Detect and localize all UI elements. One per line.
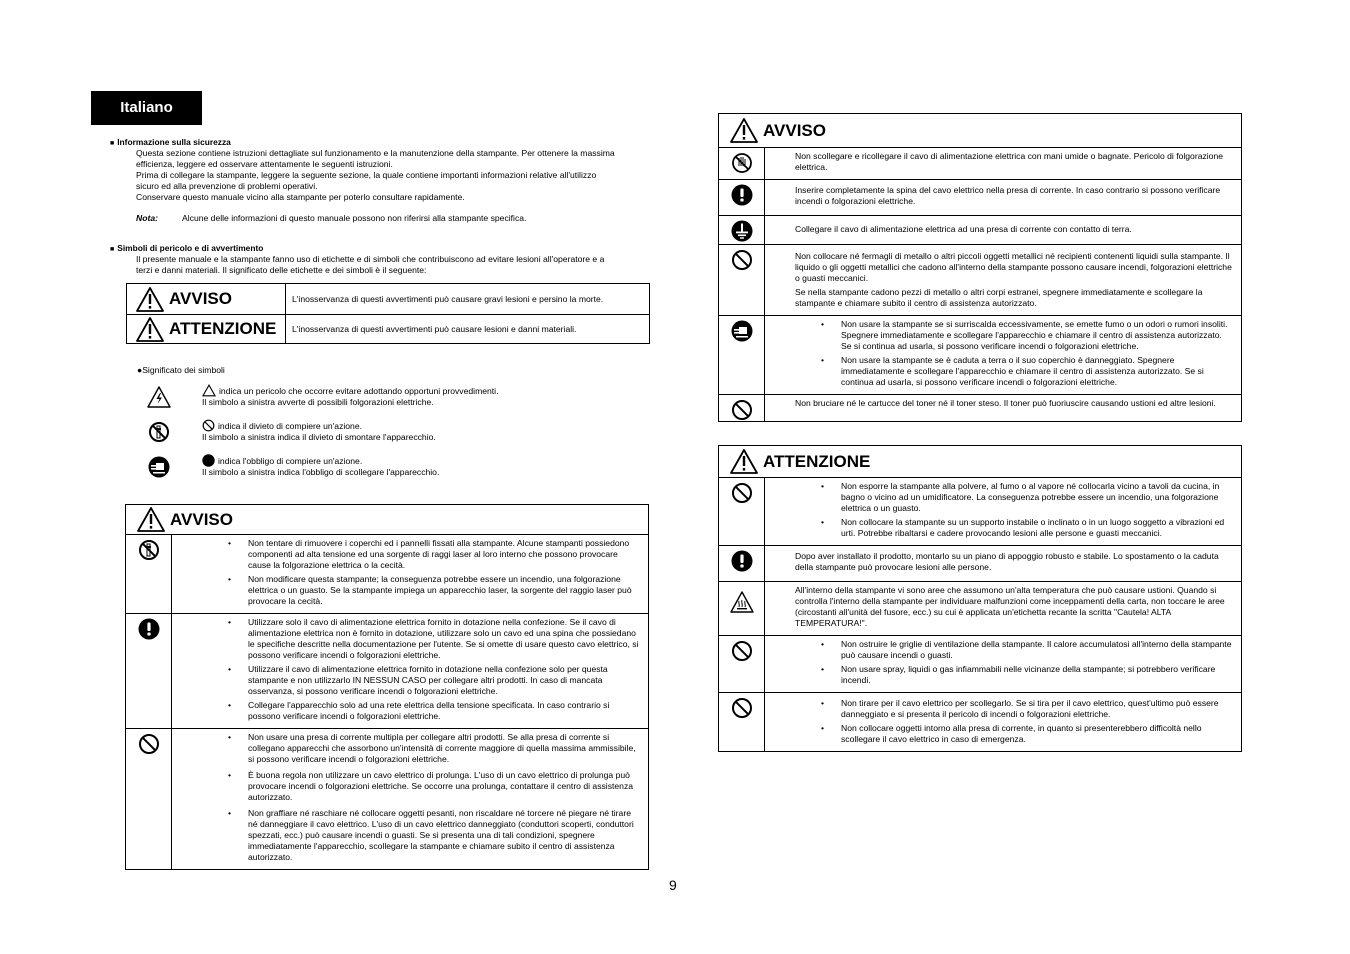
signal-desc: L'inosservanza di questi avvertimenti può causare lesioni e danni materiali.: [286, 315, 650, 344]
symbol-meaning-text: Il simbolo a sinistra avverte di possibili folgorazioni elettriche.: [202, 397, 434, 407]
row-icon-cell: [719, 693, 765, 751]
bullet-item: • Non usare spray, liquidi o gas infiammabili nelle vicinanze della stampante; si potrebbero verificare incendi.: [811, 664, 1233, 686]
symbol-meaning: [202, 384, 602, 408]
row-paragraph: Collegare il cavo di alimentazione elettrica ad una presa di corrente con contatto di terra.: [795, 224, 1132, 234]
safety-info-body: [136, 148, 676, 203]
symbol-meaning: [202, 454, 602, 478]
warning-triangle-icon: [135, 316, 165, 343]
right-attenzione-header: [719, 446, 1241, 478]
electric-shock-triangle-icon: [147, 385, 171, 409]
bullet-item: • Non esporre la stampante alla polvere, al fumo o al vapore né collocarla vicino a tavoli da cucina, in bagno o vicino ad un umidificatore. La conseguenza potrebbe essere un incendio, una folgorazione elettrica o un guasto.: [811, 481, 1233, 514]
symbols-line: terzi e danni materiali. Il significato delle etichette e dei simboli è il seguente:: [136, 265, 427, 275]
row-icon-cell: [126, 535, 172, 613]
bullet-item: • Non tentare di rimuovere i coperchi ed i pannelli fissati alla stampante. Alcune stampanti possiedono componenti ad alta tensione ed una sorgente di raggi laser al loro interno che possono provocare cause la folgorazione elettrica o la cecità.: [218, 538, 640, 571]
row-icon-cell: [719, 148, 765, 179]
mandatory-icon: [731, 184, 753, 206]
warning-triangle-icon: [135, 286, 165, 313]
row-text: [765, 148, 1241, 179]
bullet-item: • Non modificare questa stampante; la conseguenza potrebbe essere un incendio, una folgorazione elettrica o un guasto. Se la stampante impiega un apparecchio laser, la sorgente del raggio laser può provocare la cecità.: [218, 574, 640, 607]
right-avviso-row: [719, 316, 1241, 395]
symbol-meaning-text: Il simbolo a sinistra indica il divieto di smontare l'apparecchio.: [202, 432, 436, 442]
no-wet-hands-icon: [731, 152, 753, 174]
signal-word-table: [126, 283, 650, 344]
bullet-item: • Collegare l'apparecchio solo ad una rete elettrica della tensione specificata. In caso contrario si possono verificare incendi o folgorazioni elettriche.: [218, 700, 640, 722]
symbol-meaning-text: indica l'obbligo di compiere un'azione.: [218, 456, 363, 466]
left-avviso-header: [126, 505, 648, 535]
row-text: [765, 546, 1241, 581]
signal-label-cell: [127, 284, 286, 315]
prohibited-icon: [731, 640, 753, 662]
row-text: [172, 535, 648, 613]
signal-row-attenzione: [127, 315, 650, 344]
hot-surface-icon: [730, 590, 754, 614]
row-paragraph: Non collocare né fermagli di metallo o altri piccoli oggetti metallici né recipienti contenenti liquidi sulla stampante. Il liquido o gli oggetti metallici che cadono all'interno della stampante possono causare incendi, folgorazioni elettriche o guasti meccanici.: [795, 251, 1232, 283]
bullet-item: • Non ostruire le griglie di ventilazione della stampante. Il calore accumulatosi all'interno della stampante può causare incendi o guasti.: [811, 639, 1233, 661]
row-text: [765, 693, 1241, 751]
bullet-item: • Non collocare oggetti intorno alla presa di corrente, in quanto si presenterebbero difficoltà nello scollegare il cavo elettrico in caso di emergenza.: [811, 723, 1233, 745]
row-icon-cell: [126, 729, 172, 869]
left-avviso-title: AVVISO: [170, 509, 233, 529]
bullet-item: • Non usare la stampante se è caduta a terra o il suo coperchio è danneggiato. Spegnere immediatamente e scollegare l'apparecchio e chiamare il centro di assistenza autorizzato. Se si continua ad usarla, si possono verificare incendi o folgorazioni elettriche.: [811, 355, 1233, 388]
right-attenzione-row: [719, 546, 1241, 582]
row-paragraph: Non scollegare e ricollegare il cavo di alimentazione elettrica con mani umide o bagnate. Pericolo di folgorazione elettrica.: [795, 151, 1224, 172]
safety-info-line: sicuro ed alla prevenzione di problemi operativi.: [136, 181, 318, 191]
prohibited-icon: [731, 697, 753, 719]
symbol-meaning-line1: [202, 454, 602, 467]
right-attenzione-row: [719, 636, 1241, 693]
warning-triangle-icon: [729, 448, 759, 475]
left-avviso-row: [126, 614, 648, 729]
page-number: 9: [669, 877, 677, 893]
row-text: [765, 216, 1241, 244]
row-text: [765, 395, 1241, 421]
signal-label: [127, 316, 285, 343]
symbol-meaning: [202, 419, 602, 443]
row-text: [765, 582, 1241, 635]
right-avviso-row: [719, 148, 1241, 180]
signal-label-text: AVVISO: [169, 289, 232, 309]
right-avviso-row: [719, 216, 1241, 245]
unplug-icon: [731, 320, 753, 342]
no-disassembly-icon: [138, 539, 160, 561]
small-prohibited-icon: [202, 419, 215, 432]
prohibited-icon: [731, 249, 753, 271]
right-avviso-row: [719, 395, 1241, 421]
warning-triangle-icon: [729, 117, 759, 144]
no-disassembly-icon: [148, 421, 170, 443]
right-avviso-header: [719, 114, 1241, 148]
symbol-meaning-line1: [202, 419, 602, 432]
row-text: [172, 614, 648, 728]
row-icon-cell: [126, 614, 172, 728]
right-avviso-box: [718, 113, 1242, 422]
row-icon-cell: [719, 546, 765, 581]
right-attenzione-row: [719, 693, 1241, 751]
row-icon-cell: [719, 478, 765, 545]
symbol-meaning-text: indica il divieto di compiere un'azione.: [218, 421, 362, 431]
row-paragraph: Non bruciare né le cartucce del toner né il toner steso. Il toner può fuoriuscire causando ustioni ed altre lesioni.: [795, 398, 1216, 408]
safety-info-line: efficienza, leggere ed osservare attentamente le seguenti istruzioni.: [136, 159, 393, 169]
row-icon-cell: [719, 216, 765, 244]
row-text: [765, 180, 1241, 215]
right-attenzione-row: [719, 478, 1241, 546]
small-mandatory-icon: [202, 454, 215, 467]
language-tab: Italiano: [91, 91, 202, 125]
prohibited-icon: [138, 733, 160, 755]
safety-info-line: Questa sezione contiene istruzioni dettagliate sul funzionamento e la manutenzione della stampante. Per ottenere la massima: [136, 148, 615, 158]
small-warning-triangle-icon: [202, 384, 216, 397]
mandatory-icon: [731, 550, 753, 572]
unplug-icon: [148, 456, 170, 478]
bullet-item: • Non tirare per il cavo elettrico per scollegarlo. Se si tira per il cavo elettrico, quest'ultimo può essere danneggiato e si presenta il pericolo di incendi o folgorazioni elettriche.: [811, 698, 1233, 720]
row-icon-cell: [719, 395, 765, 421]
row-icon-cell: [719, 180, 765, 215]
row-icon-cell: [719, 316, 765, 394]
ground-icon: [731, 220, 753, 242]
note-text: Alcune delle informazioni di questo manuale possono non riferirsi alla stampante specifica.: [182, 213, 527, 223]
signal-label-cell: [127, 315, 286, 344]
symbol-meaning-line1: [202, 384, 602, 397]
symbols-body: [136, 254, 676, 276]
signal-label-text: ATTENZIONE: [169, 319, 277, 339]
row-text: [765, 636, 1241, 692]
right-avviso-row: [719, 245, 1241, 316]
bullet-item: • Non graffiare né raschiare né collocare oggetti pesanti, non riscaldare né torcere né piegare né tirare né danneggiare il cavo elettrico. L'uso di un cavo elettrico danneggiato (conduttori scoperti, conduttori spezzati, ecc.) può causare incendi o guasti. Se si presenta una di tali condizioni, spegnere immediatamente l'apparecchio, scollegare la stampante e chiamare subito il centro di assistenza autorizzato.: [218, 808, 640, 863]
row-icon-cell: [719, 582, 765, 635]
signal-label: [127, 286, 285, 313]
safety-info-line: Conservare questo manuale vicino alla stampante per poterlo consultare rapidamente.: [136, 192, 465, 202]
right-attenzione-title: ATTENZIONE: [763, 451, 871, 471]
symbols-heading: ■ Simboli di pericolo e di avvertimento: [110, 243, 263, 255]
row-text: [765, 316, 1241, 394]
bullet-item: • Non collocare la stampante su un supporto instabile o inclinato o in un luogo soggetto a vibrazioni ed urti. Potrebbe ribaltarsi e cadere provocando lesioni alle persone e guasti meccanici.: [811, 517, 1233, 539]
symbol-meaning-text: indica un pericolo che occorre evitare adottando opportuni provvedimenti.: [219, 386, 499, 396]
bullet-item: • Utilizzare solo il cavo di alimentazione elettrica fornito in dotazione nella confezione. Se il cavo di alimentazione elettrica non è fornito in dotazione, utilizzare solo un cavo ed una spina che possiedano le specifiche descritte nella documentazione per l'utente. Se si omette di usare questo cavo elettrico, si possono verificare incendi o folgorazioni elettriche.: [218, 617, 640, 661]
row-paragraph: All'interno della stampante vi sono aree che assumono un'alta temperatura che può causare ustioni. Quando si controlla l'interno della stampante per individuare malfunzioni come inceppamenti della carta, non toccare le aree (circostanti all'unità del fusore, ecc.) su cui è applicata un'etichetta recante la scritta "Cautela! ALTA TEMPERATURA!".: [795, 585, 1225, 628]
right-attenzione-row: [719, 582, 1241, 636]
bullet-item: • È buona regola non utilizzare un cavo elettrico di prolunga. L'uso di un cavo elettrico di prolunga può provocare incendi o folgorazioni elettriche. Se occorre una prolunga, contattare il centro di assistenza autorizzato.: [218, 770, 640, 803]
left-avviso-box: [125, 504, 649, 870]
bullet-item: • Non usare la stampante se si surriscalda eccessivamente, se emette fumo o un odori o rumori insoliti. Spegnere immediatamente e scollegare l'apparecchio e chiamare il centro di assistenza autorizzato. Se si continua ad usarla, si possono verificare incendi o folgorazioni elettriche.: [811, 319, 1233, 352]
left-avviso-row: [126, 729, 648, 869]
row-text: [765, 245, 1241, 315]
right-attenzione-box: [718, 445, 1242, 752]
prohibited-icon: [731, 482, 753, 504]
right-avviso-row: [719, 180, 1241, 216]
row-paragraph: Se nella stampante cadono pezzi di metallo o altri corpi estranei, spegnere immediatamente e scollegare la stampante e chiamare subito il centro di assistenza autorizzato.: [795, 287, 1203, 308]
note-label: Nota:: [136, 213, 158, 223]
row-paragraph: Inserire completamente la spina del cavo elettrico nella presa di corrente. In caso contrario si possono verificare incendi o folgorazioni elettriche.: [795, 185, 1221, 206]
prohibited-icon: [731, 399, 753, 421]
row-text: [765, 478, 1241, 545]
row-paragraph: Dopo aver installato il prodotto, montarlo su un piano di appoggio robusto e stabile. Lo spostamento o la caduta della stampante può provocare lesioni alle persone.: [795, 551, 1219, 572]
symbol-meaning-text: Il simbolo a sinistra indica l'obbligo di scollegare l'apparecchio.: [202, 467, 440, 477]
bullet-item: • Utilizzare il cavo di alimentazione elettrica fornito in dotazione nella confezione solo per questa stampante e non utilizzarlo IN NESSUN CASO per collegare altri prodotti. In caso di mancata osservanza, si possono verificare incendi o folgorazioni elettriche.: [218, 664, 640, 697]
signal-row-avviso: [127, 284, 650, 315]
safety-info-line: Prima di collegare la stampante, leggere la seguente sezione, la quale contiene importanti informazioni relative all'utilizzo: [136, 170, 597, 180]
signal-desc: L'inosservanza di questi avvertimenti può causare gravi lesioni e persino la morte.: [286, 284, 650, 315]
row-icon-cell: [719, 245, 765, 315]
mandatory-icon: [138, 618, 160, 640]
symbols-meaning-title: ●Significato dei simboli: [137, 365, 225, 375]
safety-info-heading: ■ Informazione sulla sicurezza: [110, 137, 231, 149]
row-icon-cell: [719, 636, 765, 692]
right-avviso-title: AVVISO: [763, 120, 826, 140]
row-text: [172, 729, 648, 869]
warning-triangle-icon: [136, 506, 166, 533]
symbols-line: Il presente manuale e la stampante fanno uso di etichette e di simboli che contribuiscono ad evitare lesioni all'operatore e a: [136, 254, 605, 264]
left-avviso-row: [126, 535, 648, 614]
bullet-item: • Non usare una presa di corrente multipla per collegare altri prodotti. Se alla presa di corrente si collegano apparecchi che assorbono un'intensità di corrente maggiore di quella massima ammissibile, si possono verificare incendi o folgorazioni elettriche.: [218, 732, 640, 765]
